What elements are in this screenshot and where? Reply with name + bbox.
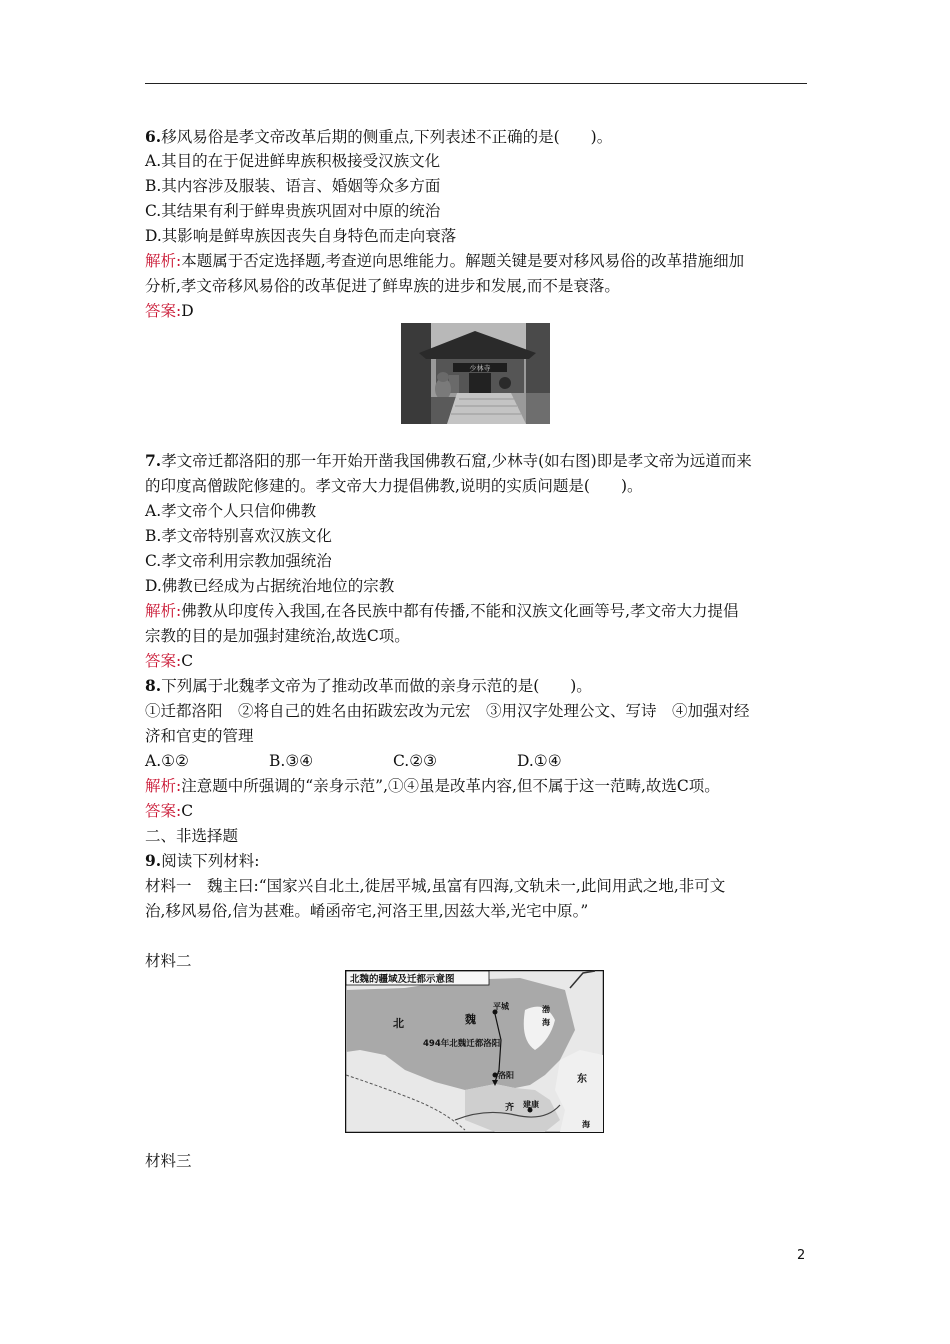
- q6-option-a: A.其目的在于促进鲜卑族积极接受汉族文化: [145, 152, 441, 170]
- q7-stem-line2: 的印度高僧跋陀修建的。孝文帝大力提倡佛教,说明的实质问题是( )。: [145, 477, 643, 495]
- map-label-bohai-1: 渤: [542, 1005, 550, 1014]
- q6-answer-value: D: [181, 302, 194, 320]
- temple-sign-text: 少林寺: [469, 364, 491, 373]
- q6-stem: 移风易俗是孝文帝改革后期的侧重点,下列表述不正确的是( )。: [161, 128, 613, 146]
- map-label-bei: 北: [393, 1017, 404, 1030]
- q6-option-c: C.其结果有利于鲜卑贵族巩固对中原的统治: [145, 202, 441, 220]
- q6-option-b: B.其内容涉及服装、语言、婚姻等众多方面: [145, 177, 441, 195]
- temple-illustration: [401, 323, 550, 424]
- map-title: 北魏的疆域及迁都示意图: [350, 974, 455, 985]
- q8-option-c: C.②③: [393, 752, 438, 770]
- map-label-jiankang: 建康: [523, 1100, 539, 1109]
- q9-stem-line: [145, 851, 259, 871]
- q6-number: 6.: [145, 127, 162, 146]
- map-label-luoyang: 洛阳: [498, 1071, 514, 1080]
- map-label-relocation: 494年北魏迁都洛阳: [423, 1039, 501, 1049]
- q9-material1-line2: 治,移风易俗,信为甚难。崤函帝宅,河洛王里,因兹大举,光宅中原。”: [145, 902, 589, 920]
- q8-items-line1: ①迁都洛阳 ②将自己的姓名由拓跋宏改为元宏 ③用汉字处理公文、写诗 ④加强对经: [145, 702, 750, 720]
- header-rule: [145, 83, 807, 84]
- q7-analysis-line1: [145, 601, 739, 621]
- q7-option-c: C.孝文帝利用宗教加强统治: [145, 552, 332, 570]
- q7-analysis-text1: 佛教从印度传入我国,在各民族中都有传播,不能和汉族文化画等号,孝文帝大力提倡: [181, 602, 739, 620]
- q9-material2-label: 材料二: [145, 952, 192, 970]
- q6-answer: [145, 301, 194, 321]
- q9-number: 9.: [145, 851, 162, 870]
- q8-analysis-label: 解析:: [145, 777, 182, 795]
- map-label-hai: 海: [582, 1120, 590, 1129]
- q8-option-b: B.③④: [269, 752, 314, 770]
- q7-option-d: D.佛教已经成为占据统治地位的宗教: [145, 577, 395, 595]
- q7-number: 7.: [145, 451, 162, 470]
- northern-wei-map: [345, 970, 604, 1133]
- map-label-pingcheng: 平城: [493, 1002, 509, 1011]
- q8-answer-value: C: [181, 802, 194, 820]
- q6-analysis-line1: [145, 251, 744, 271]
- q8-stem-line: [145, 676, 592, 696]
- q8-stem-text: 下列属于北魏孝文帝为了推动改革而做的亲身示范的是( )。: [161, 677, 592, 695]
- q6-answer-label: 答案:: [145, 302, 182, 320]
- q7-answer-value: C: [181, 652, 194, 670]
- q6-analysis-label: 解析:: [145, 252, 182, 270]
- q9-material3-label: 材料三: [145, 1152, 192, 1170]
- map-label-dong: 东: [577, 1074, 587, 1085]
- q8-answer: [145, 801, 193, 821]
- q7-option-a: A.孝文帝个人只信仰佛教: [145, 502, 317, 520]
- map-label-wei: 魏: [465, 1013, 476, 1026]
- q8-analysis: [145, 776, 720, 796]
- q7-option-b: B.孝文帝特别喜欢汉族文化: [145, 527, 332, 545]
- q7-answer: [145, 651, 193, 671]
- page-number: 2: [797, 1248, 806, 1263]
- q8-analysis-text: 注意题中所强调的“亲身示范”,①④虽是改革内容,但不属于这一范畴,故选C项。: [181, 777, 720, 795]
- q8-answer-label: 答案:: [145, 802, 182, 820]
- q7-stem-line1: [145, 451, 752, 471]
- q7-analysis-label: 解析:: [145, 602, 182, 620]
- q8-number: 8.: [145, 676, 162, 695]
- map-label-bohai-2: 海: [542, 1018, 550, 1027]
- q7-stem-text1: 孝文帝迁都洛阳的那一年开始开凿我国佛教石窟,少林寺(如右图)即是孝文帝为远道而来: [161, 452, 752, 470]
- q8-option-d: D.①④: [517, 752, 562, 770]
- q6-option-d: D.其影响是鲜卑族因丧失自身特色而走向衰落: [145, 227, 457, 245]
- q8-option-a: A.①②: [145, 752, 189, 770]
- q8-options: [145, 751, 562, 771]
- q6-analysis-line2: 分析,孝文帝移风易俗的改革促进了鲜卑族的进步和发展,而不是衰落。: [145, 277, 620, 295]
- q6-stem-line: [145, 127, 612, 147]
- q7-analysis-line2: 宗教的目的是加强封建统治,故选C项。: [145, 627, 410, 645]
- q9-material1-line1: 材料一 魏主曰:“国家兴自北土,徙居平城,虽富有四海,文轨未一,此间用武之地,非可文: [145, 877, 726, 895]
- q8-items-line2: 济和官吏的管理: [145, 727, 254, 745]
- q6-analysis-text1: 本题属于否定选择题,考查逆向思维能力。解题关键是要对移风易俗的改革措施细加: [181, 252, 745, 270]
- q7-answer-label: 答案:: [145, 652, 182, 670]
- shaolin-temple-photo: [401, 323, 550, 424]
- section-heading: 二、非选择题: [145, 827, 239, 845]
- map-label-qi: 齐: [505, 1103, 515, 1113]
- map-illustration: [345, 970, 604, 1133]
- q9-stem-text: 阅读下列材料:: [161, 852, 260, 870]
